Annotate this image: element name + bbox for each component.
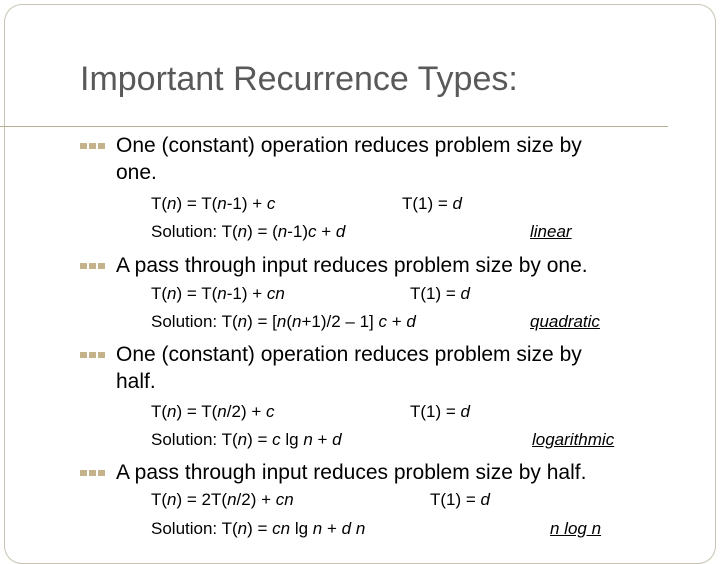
recurrence-4: T(n) = 2T(n/2) + cn [151, 490, 294, 509]
bullet-4-text: A pass through input reduces problem size by half. [116, 461, 587, 484]
complexity-label-2: quadratic [530, 312, 600, 331]
bullet-1-text-cont: one. [116, 161, 157, 184]
solution-1: Solution: T(n) = (n-1)c + d [151, 222, 346, 241]
bullet-3-text: One (constant) operation reduces problem size by [116, 343, 582, 366]
base-case-4: T(1) = d [430, 490, 491, 509]
solution-4: Solution: T(n) = cn lg n + d n [151, 519, 366, 538]
recurrence-3: T(n) = T(n/2) + c [151, 402, 275, 421]
solution-2: Solution: T(n) = [n(n+1)/2 – 1] c + d [151, 312, 416, 331]
bullet-2-text: A pass through input reduces problem size by one. [116, 254, 588, 277]
base-case-3: T(1) = d [410, 402, 471, 421]
title-divider [0, 126, 668, 127]
bullet-icon [80, 467, 108, 479]
bullet-icon [80, 140, 108, 152]
recurrence-2: T(n) = T(n-1) + cn [151, 284, 285, 303]
complexity-label-1: linear [530, 222, 572, 241]
complexity-label-4: n log n [550, 519, 602, 538]
slide-title: Important Recurrence Types: [80, 60, 518, 98]
base-case-1: T(1) = d [402, 194, 463, 213]
solution-3: Solution: T(n) = c lg n + d [151, 430, 342, 449]
complexity-label-3: logarithmic [532, 430, 615, 449]
bullet-icon [80, 260, 108, 272]
recurrence-1: T(n) = T(n-1) + c [151, 194, 276, 213]
bullet-1-text: One (constant) operation reduces problem size by [116, 134, 582, 157]
base-case-2: T(1) = d [410, 284, 471, 303]
bullet-icon [80, 349, 108, 361]
bullet-3-text-cont: half. [116, 370, 156, 393]
